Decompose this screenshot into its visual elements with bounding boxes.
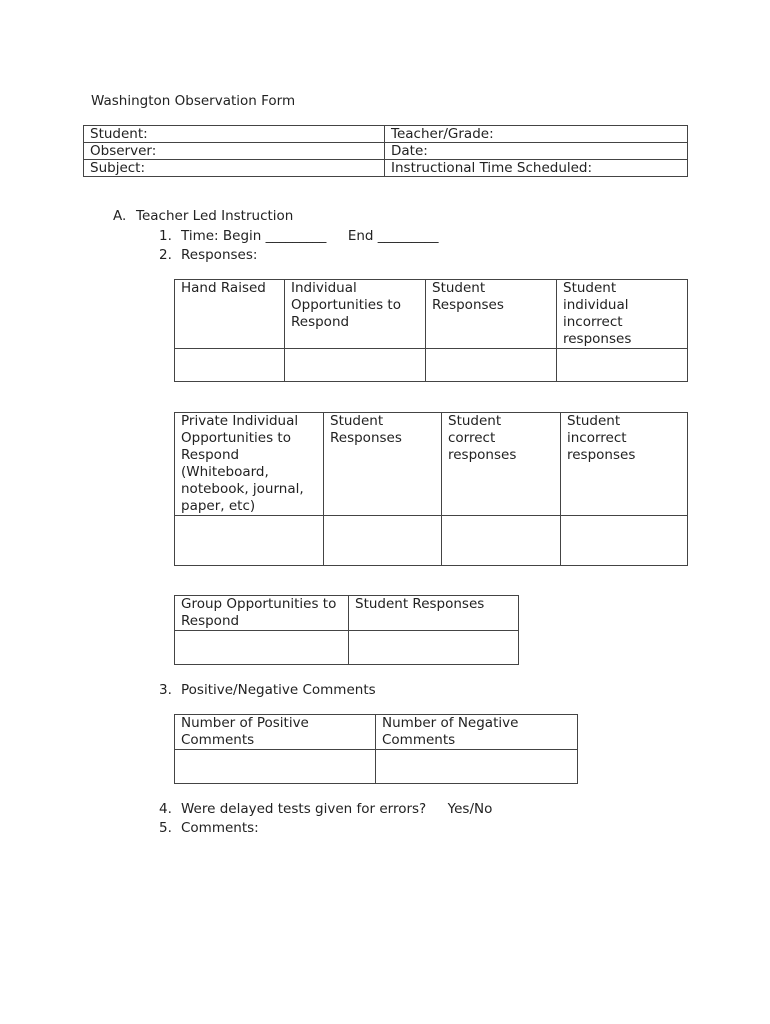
form-title: Washington Observation Form (91, 93, 296, 109)
table-cell[interactable] (349, 631, 519, 665)
table-cell[interactable] (557, 349, 688, 382)
table-header-cell: Number of Negative Comments (376, 715, 578, 750)
table-row (84, 160, 688, 177)
list-item-number: 1. (159, 228, 172, 244)
section-a-marker: A. (113, 208, 127, 224)
table-header-cell: Student Responses (349, 596, 519, 631)
instructional-time-field[interactable]: Instructional Time Scheduled: (385, 160, 688, 177)
table-cell[interactable] (426, 349, 557, 382)
header-info-table (83, 125, 688, 177)
table-row (175, 631, 519, 665)
delayed-tests-question: Were delayed tests given for errors? Yes/No (181, 801, 493, 817)
section-a-title: Teacher Led Instruction (136, 208, 294, 224)
responses-label: Responses: (181, 247, 258, 263)
table-row (84, 126, 688, 143)
table-cell[interactable] (324, 516, 442, 566)
table-cell[interactable] (175, 516, 324, 566)
teacher-grade-field[interactable]: Teacher/Grade: (385, 126, 688, 143)
table-cell[interactable] (285, 349, 426, 382)
comments-count-table (174, 714, 578, 784)
table-header-cell: Number of Positive Comments (175, 715, 376, 750)
table-cell[interactable] (175, 349, 285, 382)
table-header-cell: Hand Raised (175, 280, 285, 349)
table-header-cell: Private Individual Opportunities to Respond (Whiteboard, notebook, journal, paper, etc) (175, 413, 324, 516)
table-row (84, 143, 688, 160)
table-header-cell: Individual Opportunities to Respond (285, 280, 426, 349)
table-header-row (175, 715, 578, 750)
comments-section-title: Positive/Negative Comments (181, 682, 376, 698)
private-responses-table (174, 412, 688, 566)
list-item-number: 4. (159, 801, 172, 817)
table-cell[interactable] (561, 516, 688, 566)
table-row (175, 349, 688, 382)
table-header-cell: Student Responses (426, 280, 557, 349)
group-responses-table (174, 595, 519, 665)
subject-field[interactable]: Subject: (84, 160, 385, 177)
table-cell[interactable] (442, 516, 561, 566)
list-item-number: 5. (159, 820, 172, 836)
date-field[interactable]: Date: (385, 143, 688, 160)
comments-label: Comments: (181, 820, 259, 836)
table-header-cell: Student incorrect responses (561, 413, 688, 516)
table-cell[interactable] (175, 750, 376, 784)
time-begin-end-line: Time: Begin _________ End _________ (181, 228, 439, 244)
list-item-number: 2. (159, 247, 172, 263)
responses-table (174, 279, 688, 382)
table-header-row (175, 413, 688, 516)
list-item-number: 3. (159, 682, 172, 698)
table-cell[interactable] (175, 631, 349, 665)
table-header-cell: Group Opportunities to Respond (175, 596, 349, 631)
table-row (175, 750, 578, 784)
table-header-cell: Student correct responses (442, 413, 561, 516)
table-cell[interactable] (376, 750, 578, 784)
table-header-row (175, 596, 519, 631)
table-header-cell: Student individual incorrect responses (557, 280, 688, 349)
student-field[interactable]: Student: (84, 126, 385, 143)
table-row (175, 516, 688, 566)
table-header-cell: Student Responses (324, 413, 442, 516)
observer-field[interactable]: Observer: (84, 143, 385, 160)
table-header-row (175, 280, 688, 349)
